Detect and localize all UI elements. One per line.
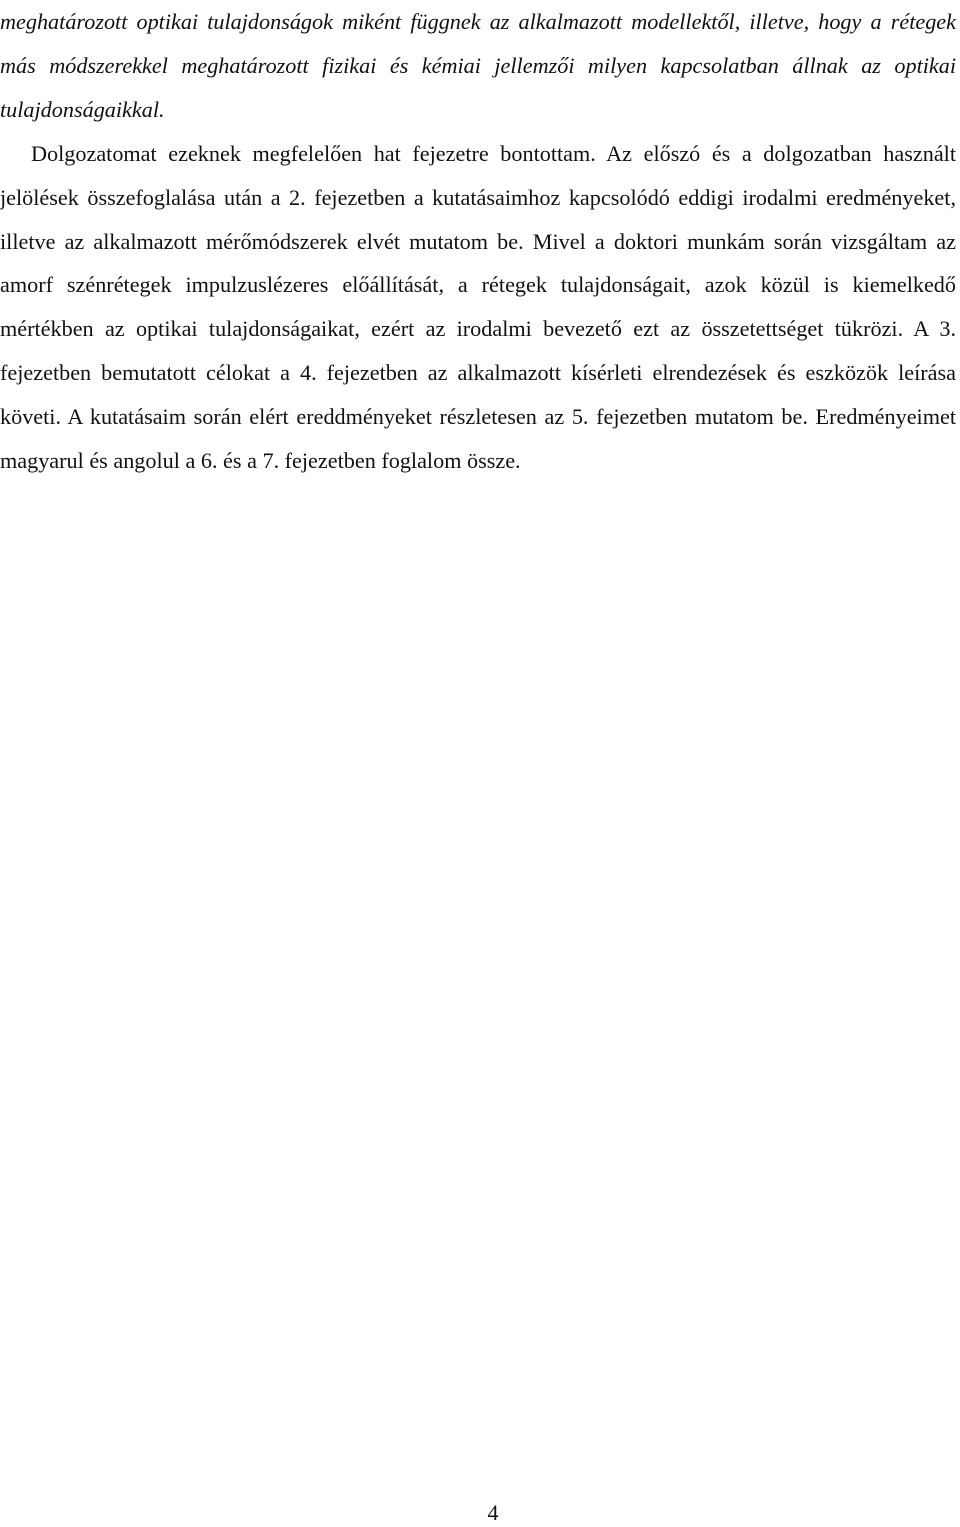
body-text	[0, 0, 956, 483]
main-paragraph: Dolgozatomat ezeknek megfelelően hat fejezetre bontottam. Az előszó és a dolgozatban használt jelölések összefoglalása után a 2. fejezetben a kutatásaimhoz kapcsolódó eddigi irodalmi eredményeket, illetve az alkalmazott mérőmódszerek elvét mutatom be. Mivel a doktori munkám során vizsgáltam az amorf szénrétegek impulzuslézeres előállítását, a rétegek tulajdonságait, azok közül is kiemelkedő mértékben az optikai tulajdonságaikat, ezért az irodalmi bevezető ezt az összetettséget tükrözi. A 3. fejezetben bemutatott célokat a 4. fejezetben az alkalmazott kísérleti elrendezések és eszközök leírása követi. A kutatásaim során elért ereddményeket részletesen az 5. fejezetben mutatom be. Eredményeimet magyarul és angolul a 6. és a 7. fejezetben foglalom össze.	[0, 140, 956, 474]
page-number: 4	[487, 1500, 499, 1525]
italic-paragraph: meghatározott optikai tulajdonságok miként függnek az alkalmazott modellektől, illetve, hogy a rétegek más módszerekkel meghatározott fizikai és kémiai jellemzői milyen kapcsolatban állnak az optikai tulajdonságaikkal.	[0, 9, 956, 122]
